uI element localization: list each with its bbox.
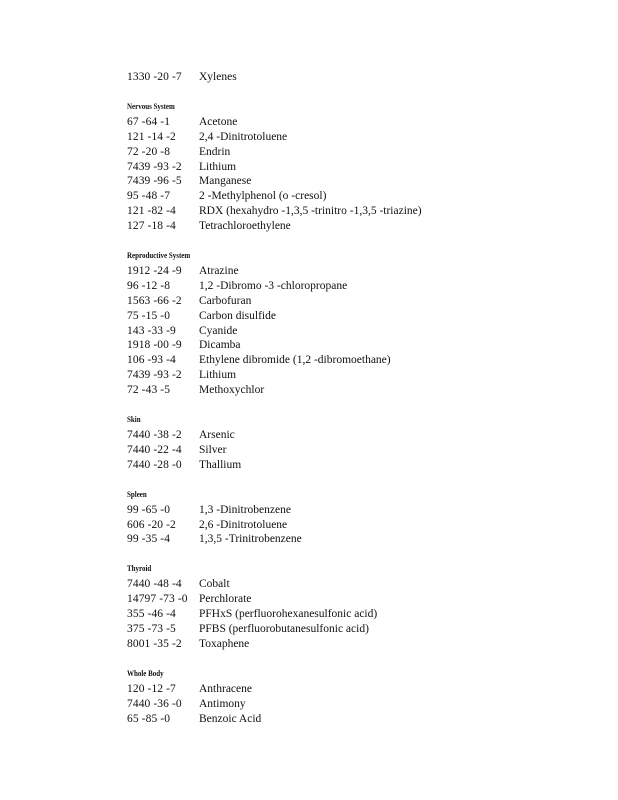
chemical-name: Lithium: [199, 369, 237, 382]
section-heading: Spleen: [127, 488, 147, 499]
cas-number: 96 -12 -8: [127, 279, 171, 292]
chemical-row: [127, 204, 597, 219]
cas-number: 1563 -66 -2: [127, 294, 182, 307]
organ-section: [127, 562, 597, 651]
chemical-row: [127, 115, 597, 130]
chemical-row: [127, 637, 597, 652]
chemical-name: Arsenic: [199, 429, 235, 442]
chemical-row: [127, 532, 597, 547]
cas-number: 355 -46 -4: [127, 608, 176, 621]
chemical-name: PFBS (perfluorobutanesulfonic acid): [199, 623, 369, 636]
cas-number: 99 -65 -0: [127, 503, 171, 516]
cas-number: 7440 -38 -2: [127, 429, 182, 442]
cas-number: 67 -64 -1: [127, 115, 171, 128]
chemical-name: RDX (hexahydro -1,3,5 -trinitro -1,3,5 -triazine): [199, 205, 422, 218]
chemical-row: [127, 160, 597, 175]
section-heading: Nervous System: [127, 100, 175, 111]
chemical-name: Carbofuran: [199, 294, 252, 307]
cas-number: 375 -73 -5: [127, 623, 176, 636]
chemical-row: [127, 577, 597, 592]
chemical-row: [127, 70, 597, 85]
chemical-name: Toxaphene: [199, 637, 250, 650]
chemical-row: [127, 622, 597, 637]
chemical-row: [127, 338, 597, 353]
document-page: [127, 70, 597, 727]
chemical-row: [127, 174, 597, 189]
cas-number: 606 -20 -2: [127, 518, 176, 531]
chemical-row: [127, 324, 597, 339]
chemical-row: [127, 428, 597, 443]
cas-number: 7439 -93 -2: [127, 369, 182, 382]
organ-section: [127, 413, 597, 473]
cas-number: 106 -93 -4: [127, 354, 176, 367]
chemical-name: 1,3 -Dinitrobenzene: [199, 503, 291, 516]
cas-number: 121 -82 -4: [127, 205, 176, 218]
organ-section: [127, 667, 597, 727]
chemical-row: [127, 279, 597, 294]
cas-number: 8001 -35 -2: [127, 637, 182, 650]
cas-number: 7439 -93 -2: [127, 160, 182, 173]
chemical-name: Xylenes: [199, 71, 237, 83]
chemical-name: 1,2 -Dibromo -3 -chloropropane: [199, 279, 348, 292]
chemical-name: Antimony: [199, 697, 246, 710]
chemical-row: [127, 219, 597, 234]
chemical-name: Dicamba: [199, 339, 241, 352]
chemical-row: [127, 607, 597, 622]
chemical-row: [127, 592, 597, 607]
chemical-name: Thallium: [199, 458, 242, 471]
chemical-name: Lithium: [199, 160, 237, 173]
cas-number: 1912 -24 -9: [127, 265, 182, 278]
chemical-row: [127, 264, 597, 279]
cas-number: 7440 -28 -0: [127, 458, 182, 471]
section-heading: Reproductive System: [127, 250, 191, 261]
cas-number: 7440 -22 -4: [127, 443, 182, 456]
chemical-name: Endrin: [199, 145, 231, 158]
chemical-row: [127, 145, 597, 160]
cas-number: 127 -18 -4: [127, 220, 176, 233]
chemical-name: Perchlorate: [199, 593, 252, 606]
chemical-name: Tetrachloroethylene: [199, 220, 291, 233]
chemical-row: [127, 443, 597, 458]
chemical-row: [127, 503, 597, 518]
chemical-name: Ethylene dibromide (1,2 -dibromoethane): [199, 354, 391, 367]
chemical-row: [127, 458, 597, 473]
chemical-name: Anthracene: [199, 682, 252, 695]
chemical-name: Carbon disulfide: [199, 309, 276, 322]
chemical-row: [127, 518, 597, 533]
chemical-row: [127, 682, 597, 697]
cas-number: 14797 -73 -0: [127, 593, 188, 606]
cas-number: 99 -35 -4: [127, 533, 171, 546]
organ-section: [127, 100, 597, 234]
cas-number: 75 -15 -0: [127, 309, 171, 322]
cas-number: 143 -33 -9: [127, 324, 176, 337]
organ-section: [127, 70, 597, 85]
chemical-row: [127, 712, 597, 727]
chemical-name: 2,6 -Dinitrotoluene: [199, 518, 288, 531]
cas-number: 120 -12 -7: [127, 682, 176, 695]
cas-number: 1918 -00 -9: [127, 339, 182, 352]
chemical-name: Cobalt: [199, 578, 230, 591]
chemical-name: PFHxS (perfluorohexanesulfonic acid): [199, 608, 378, 621]
chemical-name: Benzoic Acid: [199, 712, 262, 725]
chemical-name: Atrazine: [199, 265, 239, 278]
chemical-row: [127, 368, 597, 383]
chemical-name: Cyanide: [199, 324, 238, 337]
chemical-name: Manganese: [199, 175, 252, 188]
organ-section: [127, 488, 597, 548]
chemical-row: [127, 353, 597, 368]
chemical-row: [127, 130, 597, 145]
chemical-row: [127, 294, 597, 309]
cas-number: 7440 -48 -4: [127, 578, 182, 591]
cas-number: 7439 -96 -5: [127, 175, 182, 188]
cas-number: 1330 -20 -7: [127, 71, 182, 83]
section-heading: Whole Body: [127, 667, 164, 678]
chemical-name: Silver: [199, 443, 227, 456]
chemical-row: [127, 189, 597, 204]
chemical-row: [127, 697, 597, 712]
cas-number: 72 -20 -8: [127, 145, 171, 158]
cas-number: 65 -85 -0: [127, 712, 171, 725]
cas-number: 95 -48 -7: [127, 190, 171, 203]
section-heading: Thyroid: [127, 563, 152, 574]
chemical-name: 2 -Methylphenol (o -cresol): [199, 190, 327, 203]
chemical-name: 2,4 -Dinitrotoluene: [199, 130, 288, 143]
chemical-row: [127, 383, 597, 398]
chemical-name: Methoxychlor: [199, 384, 265, 397]
chemical-row: [127, 309, 597, 324]
section-heading: Skin: [127, 414, 141, 425]
cas-number: 7440 -36 -0: [127, 697, 182, 710]
chemical-name: Acetone: [199, 115, 238, 128]
organ-section: [127, 249, 597, 398]
chemical-name: 1,3,5 -Trinitrobenzene: [199, 533, 302, 546]
cas-number: 72 -43 -5: [127, 384, 171, 397]
cas-number: 121 -14 -2: [127, 130, 176, 143]
